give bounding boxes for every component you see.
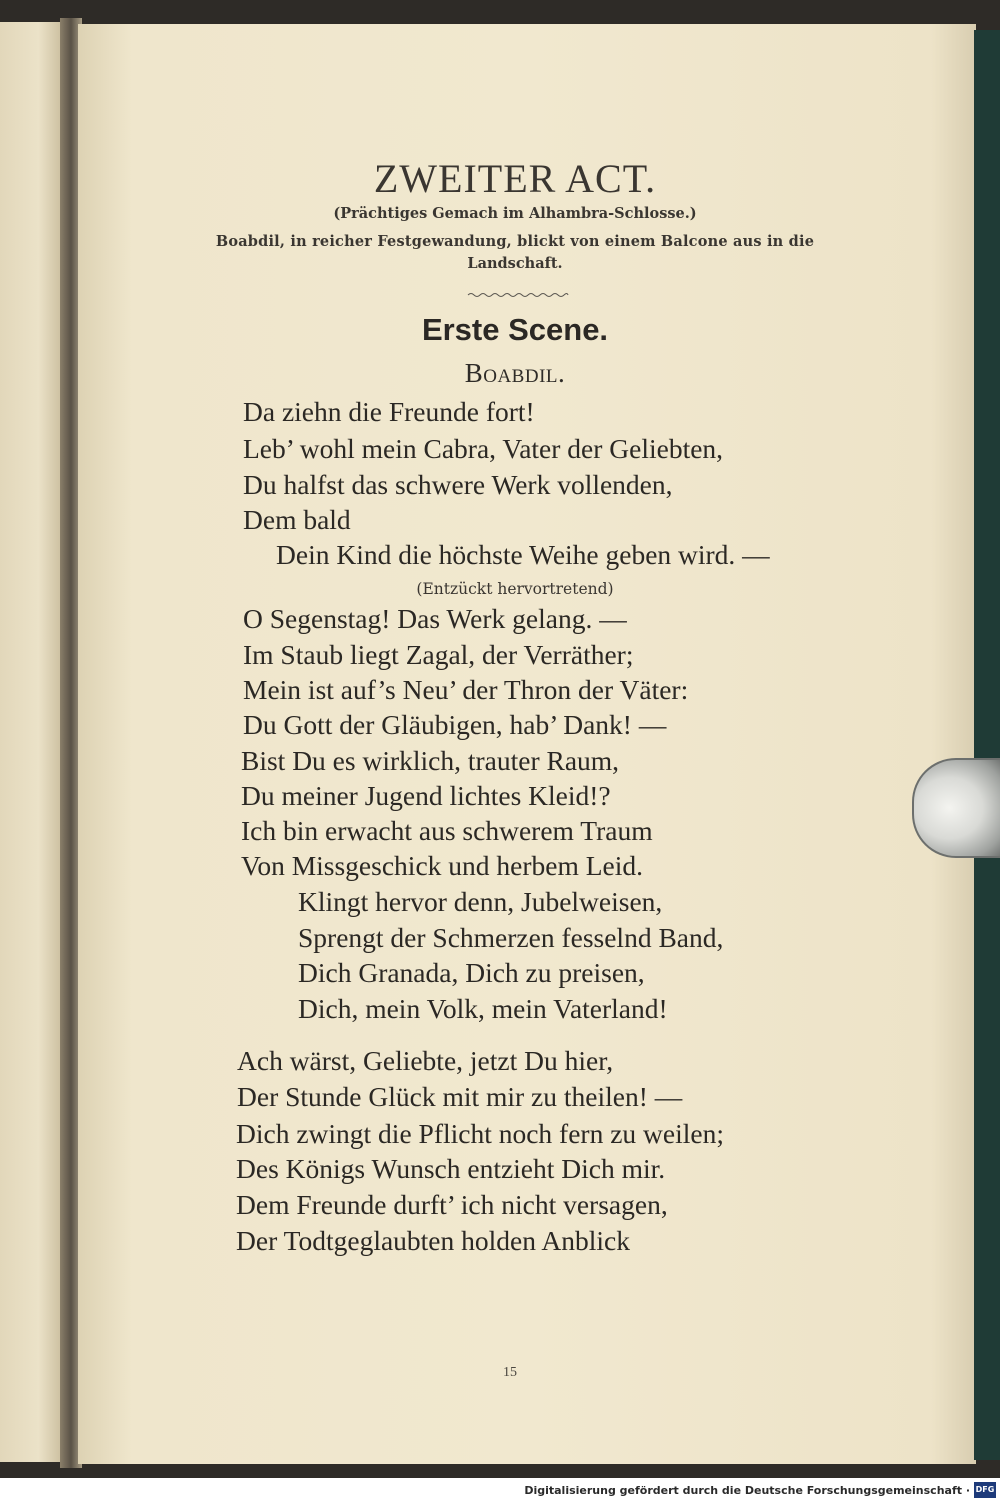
verse-line: Leb’ wohl mein Cabra, Vater der Geliebten, — [243, 433, 724, 464]
stage-direction-line-3: Landschaft. — [467, 255, 563, 272]
act-title: ZWEITER ACT. — [373, 156, 657, 201]
verse-line: Dem bald — [243, 504, 351, 535]
dfg-logo: DFG — [974, 1482, 996, 1498]
footer-credit: Digitalisierung gefördert durch die Deutsche Forschungsgemeinschaft · — [524, 1484, 970, 1497]
inline-stage-direction: (Entzückt hervortretend) — [416, 580, 614, 598]
stage-direction-line-2: Boabdil, in reicher Festgewandung, blickt von einem Balcone aus in die — [215, 233, 815, 250]
verse-line: Der Stunde Glück mit mir zu theilen! — — [237, 1081, 683, 1112]
verse-line: Dein Kind die höchste Weihe geben wird. — — [276, 539, 770, 570]
wave-divider-ornament — [466, 290, 570, 300]
verse-line: Ich bin erwacht aus schwerem Traum — [241, 815, 653, 846]
scene-title: Erste Scene. — [421, 312, 609, 347]
verse-line: Dich zwingt die Pflicht noch fern zu weilen; — [236, 1118, 724, 1149]
verse-line: Sprengt der Schmerzen fesselnd Band, — [298, 922, 724, 953]
verse-line: Mein ist auf’s Neu’ der Thron der Väter: — [243, 674, 689, 705]
verse-line: Von Missgeschick und herbem Leid. — [241, 850, 643, 881]
verse-line: Der Todtgeglaubten holden Anblick — [236, 1225, 630, 1256]
verse-line: Dich Granada, Dich zu preisen, — [298, 957, 645, 988]
stage-direction-line-1: (Prächtiges Gemach im Alhambra-Schlosse.) — [333, 205, 697, 222]
verse-line: Dich, mein Volk, mein Vaterland! — [298, 993, 668, 1024]
verse-line: Du meiner Jugend lichtes Kleid!? — [241, 780, 611, 811]
verse-line: Klingt hervor denn, Jubelweisen, — [298, 886, 663, 917]
page-number: 15 — [503, 1365, 517, 1380]
verse-line: Du halfst das schwere Werk vollenden, — [243, 469, 673, 500]
verse-line: Des Königs Wunsch entzieht Dich mir. — [236, 1153, 666, 1184]
verse-line: Du Gott der Gläubigen, hab’ Dank! — — [243, 709, 667, 740]
verse-line: Dem Freunde durft’ ich nicht versagen, — [236, 1189, 668, 1220]
verse-line: Im Staub liegt Zagal, der Verräther; — [243, 639, 634, 670]
verse-line: Bist Du es wirklich, trauter Raum, — [241, 745, 620, 776]
speaker-name: Boabdil. — [464, 358, 566, 388]
verse-line: Ach wärst, Geliebte, jetzt Du hier, — [237, 1045, 614, 1076]
verse-line: O Segenstag! Das Werk gelang. — — [243, 603, 627, 634]
verse-line: Da ziehn die Freunde fort! — [243, 396, 535, 427]
